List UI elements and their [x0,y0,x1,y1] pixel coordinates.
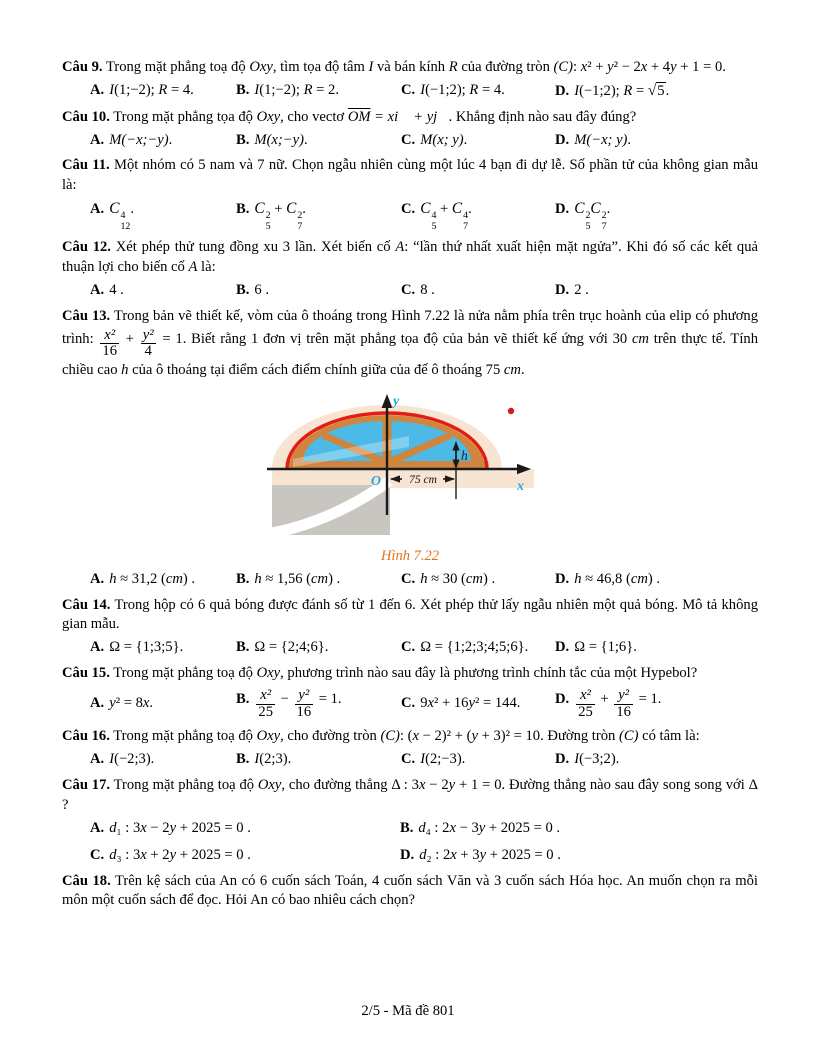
option-a: A. I(−2;3). [90,751,155,768]
question-body: Xét phép thử tung đồng xu 3 lần. Xét biến cố A: “lần thứ nhất xuất hiện mặt ngửa”. Khi đó số các kết quả thuận lợi cho biến cố A là: [62,239,759,276]
question-label: Câu 11. [62,157,110,174]
question-label: Câu 16. [62,728,110,745]
option-d: D. I(−1;2); R = √5. [555,81,670,99]
question-text [62,776,758,816]
option-letter: D. [555,691,570,708]
question-17 [62,776,758,865]
question-label: Câu 18. [62,872,111,889]
fanlight-figure [259,389,561,539]
options-row [62,199,758,232]
option-d: D. d₂ : 2x + 3y + 2025 = 0 . [400,846,561,863]
options-row [62,819,758,866]
option-letter: B. [236,691,250,708]
option-b: B. d₄ : 2x − 3y + 2025 = 0 . [400,819,561,836]
option-letter: B. [236,639,250,656]
question-text [62,307,758,381]
question-text [62,108,758,128]
question-12 [62,238,758,301]
width-label: 75 cm [409,474,437,487]
question-text [62,156,758,196]
option-c: C. 9x² + 16y² = 144. [401,695,521,712]
question-9 [62,58,758,102]
question-body: Trong mặt phẳng toạ độ Oxy, cho đường tròn (C): (x − 2)² + (y + 3)² = 10. Đường tròn (C) có tâm là: [113,728,700,745]
question-14 [62,596,758,659]
option-letter: B. [400,819,414,836]
option-b: B. C 2 5 + C 2 7 . [236,200,306,232]
question-body: Trong mặt phẳng tọa độ Oxy, cho vectơ $\overline{OM}$ = xi⃗ + yj⃗. Khẳng định nào sau đây đúng? [113,108,637,125]
question-text [62,727,758,747]
question-15 [62,664,758,721]
option-letter: C. [90,846,105,863]
question-label: Câu 15. [62,665,110,682]
option-letter: C. [401,282,416,299]
option-c: C. M(x; y). [401,131,468,148]
option-b: B. I(1;−2); R = 2. [236,82,339,99]
figure-caption: Hình 7.22 [381,547,439,564]
options-row [62,750,758,770]
option-letter: D. [555,639,570,656]
option-letter: B. [236,131,250,148]
question-label: Câu 12. [62,239,111,256]
question-label: Câu 14. [62,596,111,613]
question-body: Trong mặt phẳng toạ độ Oxy, cho đường thẳng Δ : 3x − 2y + 1 = 0. Đường thẳng nào sau đây song song với Δ ? [62,777,759,813]
option-letter: C. [401,695,416,712]
option-a: A. y² = 8x. [90,695,154,712]
question-label: Câu 17. [62,777,111,794]
option-letter: D. [555,131,570,148]
option-a: A. I(1;−2); R = 4. [90,82,194,99]
option-b: B. I(2;3). [236,751,292,768]
question-13 [62,307,758,590]
option-c: C. Ω = {1;2;3;4;5;6}. [401,639,529,656]
option-letter: A. [90,751,105,768]
option-letter: C. [401,570,416,587]
option-a: A. C 4 12 . [90,200,134,232]
options-row [62,81,758,102]
option-c: C. d₃ : 3x + 2y + 2025 = 0 . [90,846,251,863]
option-letter: A. [90,695,105,712]
option-a: A. M(−x;−y). [90,131,173,148]
option-c: C. I(−1;2); R = 4. [401,82,505,99]
question-body: Trong hộp có 6 quả bóng được đánh số từ 1 đến 6. Xét phép thử lấy ngẫu nhiên một quả bóng. Mô tả không gian mẫu. [62,596,758,633]
option-letter: A. [90,82,105,99]
option-letter: D. [555,201,570,218]
option-b: B. $\frac{\text{x²}}{25}$ − $\frac{\text{y²}}{16}$ = 1. [236,686,342,720]
option-a: A. d₁ : 3x − 2y + 2025 = 0 . [90,819,251,836]
question-label: Câu 13. [62,307,111,324]
question-body: Trong bản vẽ thiết kế, vòm của ô thoáng trong Hình 7.22 là nửa nằm phía trên trục hoành của elip có phương trình: $\frac{\text{x²}}{16}$ + $\frac{\text{y²}}{4}$ = 1. Biết rằng 1 đơn vị trên mặt phẳng tọa độ của bản vẽ thiết kế ứng với 30 cm trên thực tế. Tính chiều cao h của ô thoáng tại điểm cách điểm chính giữa của đế ô thoáng 75 cm. [62,307,759,379]
option-letter: C. [401,751,416,768]
h-label: h [461,448,468,464]
page-footer: 2/5 - Mã đề 801 [361,1003,455,1020]
red-dot [508,408,514,414]
option-letter: C. [401,82,416,99]
origin-label: O [370,474,381,490]
option-a: A. 4 . [90,282,124,299]
option-c: C. 8 . [401,282,435,299]
question-text [62,872,758,912]
option-letter: B. [236,282,250,299]
options-row [62,570,758,590]
option-d: D. I(−3;2). [555,751,620,768]
option-letter: B. [236,751,250,768]
question-body: Trong mặt phẳng toạ độ Oxy, tìm tọa độ tâm I và bán kính R của đường tròn (C): x² + y² − 2x + 4y + 1 = 0. [105,59,726,75]
option-letter: A. [90,282,105,299]
option-letter: C. [401,639,416,656]
question-text [62,596,758,636]
option-b: B. h ≈ 1,56 (cm) . [236,570,341,587]
question-text [62,58,758,78]
option-d: D. $\frac{\text{x²}}{25}$ + $\frac{\text{y²}}{16}$ = 1. [555,686,662,720]
option-letter: C. [401,131,416,148]
y-axis-arrow [382,394,393,408]
option-letter: B. [236,570,250,587]
option-letter: A. [90,570,105,587]
question-11 [62,156,758,232]
question-body: Trên kệ sách của An có 6 cuốn sách Toán, 4 cuốn sách Văn và 3 cuốn sách Hóa học. An muốn chọn ra mỗi môn một cuốn sách để đọc. Hỏi An có bao nhiêu cách chọn? [62,872,758,909]
option-letter: A. [90,131,105,148]
option-b: B. M(x;−y). [236,131,308,148]
option-d: D. C 2 5 C 2 7 . [555,200,611,232]
option-d: D. Ω = {1;6}. [555,639,637,656]
question-18 [62,872,758,912]
options-row [62,687,758,722]
option-letter: D. [555,570,570,587]
option-a: A. h ≈ 31,2 (cm) . [90,570,196,587]
option-c: C. C 4 5 + C 4 7 . [401,200,472,232]
x-axis-label: x [517,479,524,495]
question-body: Trong mặt phẳng toạ độ Oxy, phương trình nào sau đây là phương trình chính tắc của một Hypebol? [113,665,698,682]
option-b: B. Ω = {2;4;6}. [236,639,329,656]
question-text [62,238,758,278]
option-letter: A. [90,819,105,836]
option-letter: C. [401,201,416,218]
option-letter: A. [90,639,105,656]
option-c: C. h ≈ 30 (cm) . [401,570,496,587]
options-row [62,131,758,151]
option-letter: D. [555,282,570,299]
option-letter: D. [400,846,415,863]
question-16 [62,727,758,770]
question-text [62,664,758,684]
option-letter: A. [90,201,105,218]
option-letter: B. [236,201,250,218]
options-row [62,281,758,301]
figure-7-22 [62,389,758,567]
option-a: A. Ω = {1;3;5}. [90,639,184,656]
option-letter: D. [555,751,570,768]
question-label: Câu 10. [62,108,110,125]
option-c: C. I(2;−3). [401,751,466,768]
options-row [62,638,758,658]
option-b: B. 6 . [236,282,269,299]
question-10 [62,108,758,151]
option-d: D. M(−x; y). [555,131,632,148]
question-label: Câu 9. [62,59,103,75]
y-axis-label: y [393,394,400,410]
option-d: D. 2 . [555,282,589,299]
question-body: Một nhóm có 5 nam và 7 nữ. Chọn ngẫu nhiên cùng một lúc 4 bạn đi dự lễ. Số phần tử của không gian mẫu là: [62,157,759,194]
option-letter: D. [555,82,570,99]
option-letter: B. [236,82,250,99]
option-d: D. h ≈ 46,8 (cm) . [555,570,661,587]
